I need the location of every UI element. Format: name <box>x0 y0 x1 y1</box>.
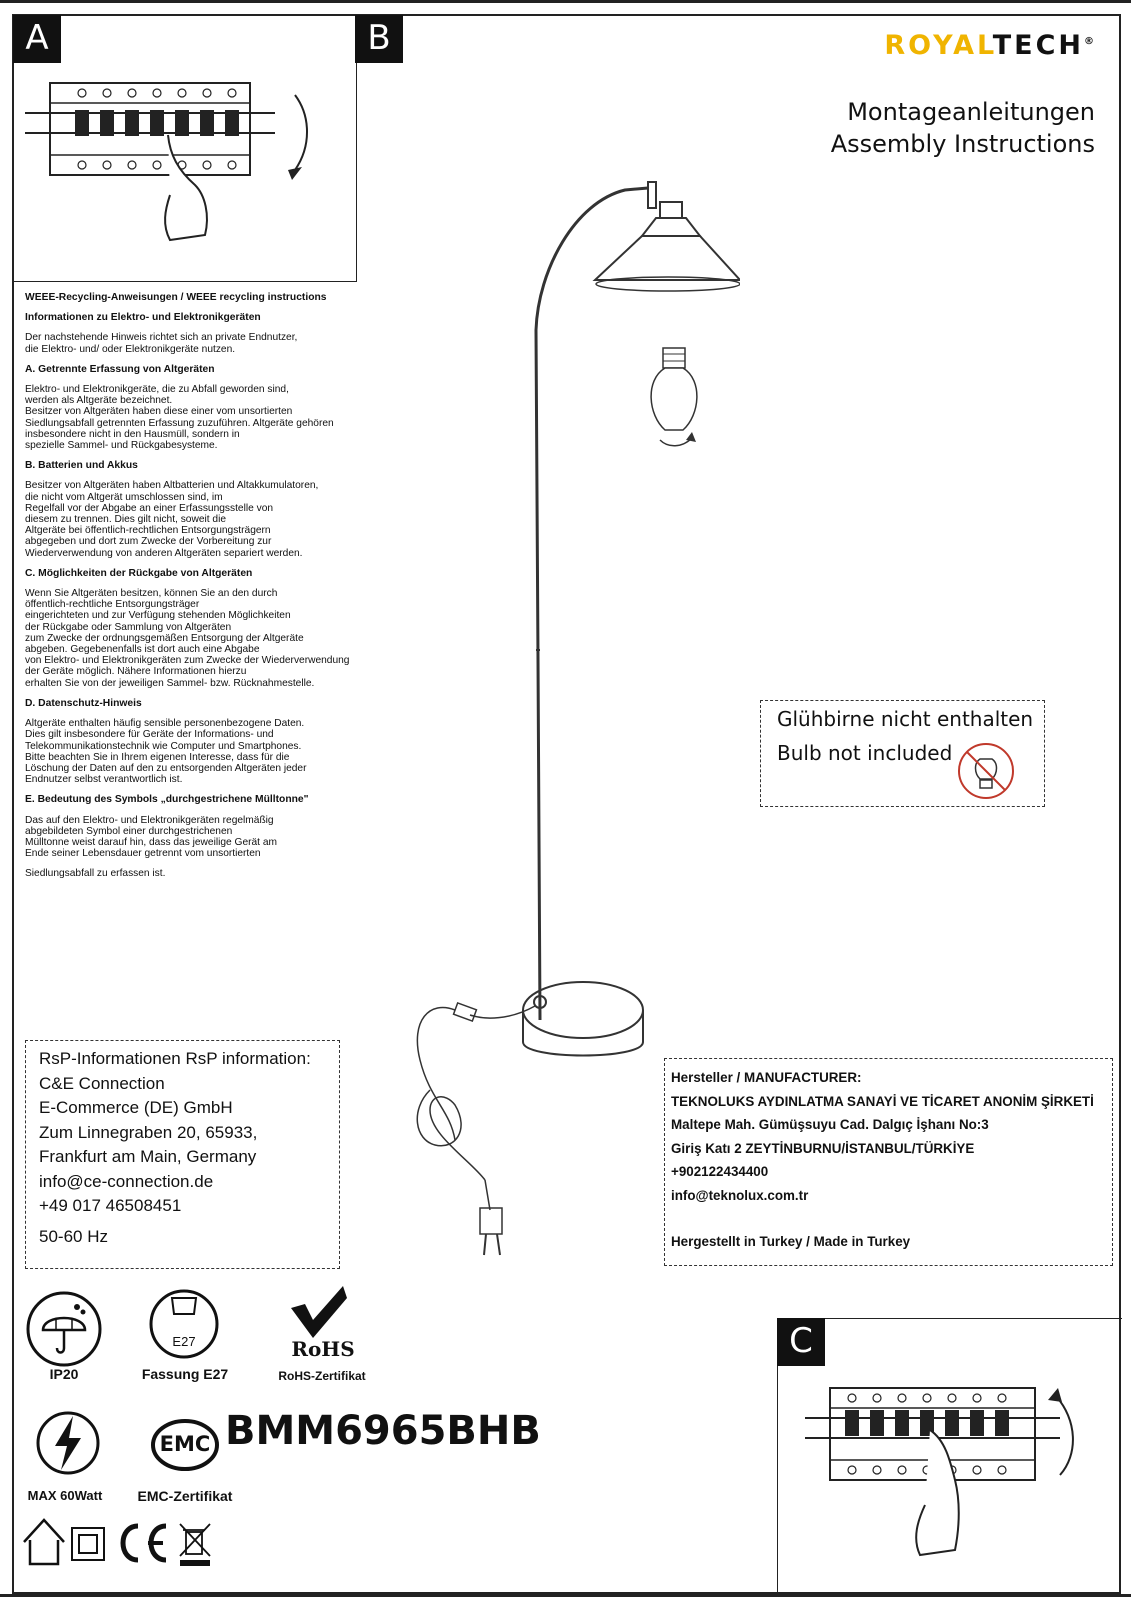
bulb-not-included-note <box>760 700 1045 807</box>
class-ii-icon <box>72 1528 104 1560</box>
step-b-label: B <box>355 15 403 63</box>
weee-closing: Siedlungsabfall zu erfassen ist. <box>25 868 166 880</box>
brand-logo: ROYALTECH® <box>884 30 1097 61</box>
mfr-line: Maltepe Mah. Gümüşsuyu Cad. Dalgıç İşhanı No:3 <box>671 1117 989 1132</box>
max-power-label: MAX 60Watt <box>27 1488 103 1503</box>
weee-section-a-body: Elektro- und Elektronikgeräte, die zu Abfall geworden sind, werden als Altgeräte bezeichnet. Besitzer von Altgeräten haben diese einer vom unsortierten Siedlungsabfall getrennten Erfassung zuzuführen. Altgeräte gehören insbesondere nicht in den Hausmüll, sondern in spezielle Sammel- und Rückgabesysteme. <box>25 384 334 452</box>
bulb-note-en: Bulb not included <box>777 741 953 765</box>
ip20-label: IP20 <box>49 1366 79 1382</box>
weee-section-c-body: Wenn Sie Altgeräten besitzen, können Sie an den durch öffentlich-rechtliche Entsorgungsträger eingerichteten und zur Verfügung stehenden Möglichkeiten der Rückgabe oder Sammlung von Altgeräten zum Zwecke der ordnungsgemäßen Entsorgung der Altgeräte abgeben. Gegebenenfalls ist dort auch eine Abgabe von Elektro- und Elektronikgeräten zum Zwecke der Wiederverwendung der Geräte möglich. Nähere Informationen hierzu erhalten Sie von der jeweiligen Sammel- bzw. Rücknahmestelle. <box>25 588 350 689</box>
weee-section-d-heading: D. Datenschutz-Hinweis <box>25 697 142 709</box>
bulb-illustration <box>651 348 697 446</box>
rsp-line: RsP-Informationen RsP information: <box>39 1049 311 1068</box>
step-c-label: C <box>777 1318 825 1366</box>
rsp-line: 50-60 Hz <box>39 1226 108 1246</box>
rsp-info-box <box>25 1040 340 1269</box>
mfr-line: TEKNOLUKS AYDINLATMA SANAYİ VE TİCARET ANONİM ŞİRKETİ <box>671 1093 1094 1109</box>
weee-section-b-body: Besitzer von Altgeräten haben Altbatterien und Altakkumulatoren, die nicht vom Altgerät umschlossen sind, im Regelfall vor der Abgabe an einer Erfassungsstelle von diesem zu trennen. Dies gilt nicht, soweit die Altgeräte bei öffentlich-rechtlichen Entsorgungsträgern abgegeben und dort zum Zwecke der Vorbereitung zur Wiederverwendung von anderen Altgeräten separiert werden. <box>25 480 319 559</box>
page-title <box>831 96 1095 160</box>
top-border <box>0 0 1131 3</box>
e27-socket-text: E27 <box>172 1334 196 1349</box>
mfr-line: Hergestellt in Turkey / Made in Turkey <box>671 1234 911 1249</box>
weee-section-b-heading: B. Batterien und Akkus <box>25 460 138 472</box>
breaker-on-illustration <box>800 1380 1100 1570</box>
e27-socket-label: Fassung E27 <box>141 1366 229 1382</box>
weee-section-e-body: Das auf den Elektro- und Elektronikgeräten regelmäßig abgebildeten Symbol einer durchgestrichenen Mülltonne weist darauf hin, dass das jeweilige Gerät am Ende seiner Lebensdauer getrennt vom unsortierten <box>25 814 277 860</box>
weee-section-c-heading: C. Möglichkeiten der Rückgabe von Altgeräten <box>25 567 253 579</box>
mfr-line: +902122434400 <box>671 1164 769 1179</box>
mfr-line: info@teknolux.com.tr <box>671 1187 809 1203</box>
e27-socket-icon <box>148 1288 220 1360</box>
mfr-line: Giriş Katı 2 ZEYTİNBURNU/İSTANBUL/TÜRKİYE <box>671 1140 975 1156</box>
weee-section-a-heading: A. Getrennte Erfassung von Altgeräten <box>25 363 215 375</box>
indoor-use-icon <box>24 1520 64 1564</box>
bulb-note-de: Glühbirne nicht enthalten <box>777 707 1034 731</box>
rsp-line: info@ce-connection.de <box>39 1171 214 1191</box>
crossed-bin-icon <box>180 1524 210 1566</box>
rsp-line: Zum Linnegraben 20, 65933, <box>39 1122 258 1142</box>
title-de: Montageanleitungen <box>847 98 1095 126</box>
weee-instructions <box>25 292 455 889</box>
weee-heading: WEEE-Recycling-Anweisungen / WEEE recycling instructions <box>25 292 327 303</box>
rsp-line: +49 017 46508451 <box>39 1196 182 1215</box>
step-a-label: A <box>13 15 61 63</box>
weee-section-d-body: Altgeräte enthalten häufig sensible personenbezogene Daten. Dies gilt insbesondere für Geräte der Informations- und Telekommunikationstechnik wie Computer und Smartphones. Bitte beachten Sie in Ihrem eigenen Interesse, dass für die Löschung der Daten auf den zu entsorgenden Altgeräten jeder Endnutzer selbst verantwortlich ist. <box>25 718 307 786</box>
weee-subheading: Informationen zu Elektro- und Elektronikgeräten <box>25 312 261 324</box>
rsp-line: C&E Connection <box>39 1073 165 1093</box>
rsp-line: E-Commerce (DE) GmbH <box>39 1098 233 1117</box>
rohs-label: RoHS-Zertifikat <box>278 1369 366 1383</box>
emc-label: EMC-Zertifikat <box>137 1488 233 1504</box>
rohs-text: RoHS <box>291 1337 355 1361</box>
mfr-line <box>671 1207 1112 1230</box>
model-number: BMM6965BHB <box>225 1408 541 1454</box>
manufacturer-info-box <box>664 1058 1113 1266</box>
breaker-off-illustration <box>20 75 320 255</box>
mfr-line: Hersteller / MANUFACTURER: <box>671 1070 862 1085</box>
weee-section-e-heading: E. Bedeutung des Symbols „durchgestrichene Mülltonne" <box>25 794 309 806</box>
ip20-icon <box>25 1290 103 1368</box>
max-power-icon <box>35 1410 101 1476</box>
rsp-line: Frankfurt am Main, Germany <box>39 1147 257 1166</box>
title-en: Assembly Instructions <box>830 130 1095 158</box>
compliance-marks <box>20 1512 240 1568</box>
weee-intro: Der nachstehende Hinweis richtet sich an private Endnutzer, die Elektro- und/ oder Elektronikgeräte nutzen. <box>25 332 298 355</box>
emc-text: EMC <box>159 1432 211 1456</box>
no-bulb-icon <box>956 741 1016 801</box>
ce-mark-icon <box>123 1526 166 1560</box>
